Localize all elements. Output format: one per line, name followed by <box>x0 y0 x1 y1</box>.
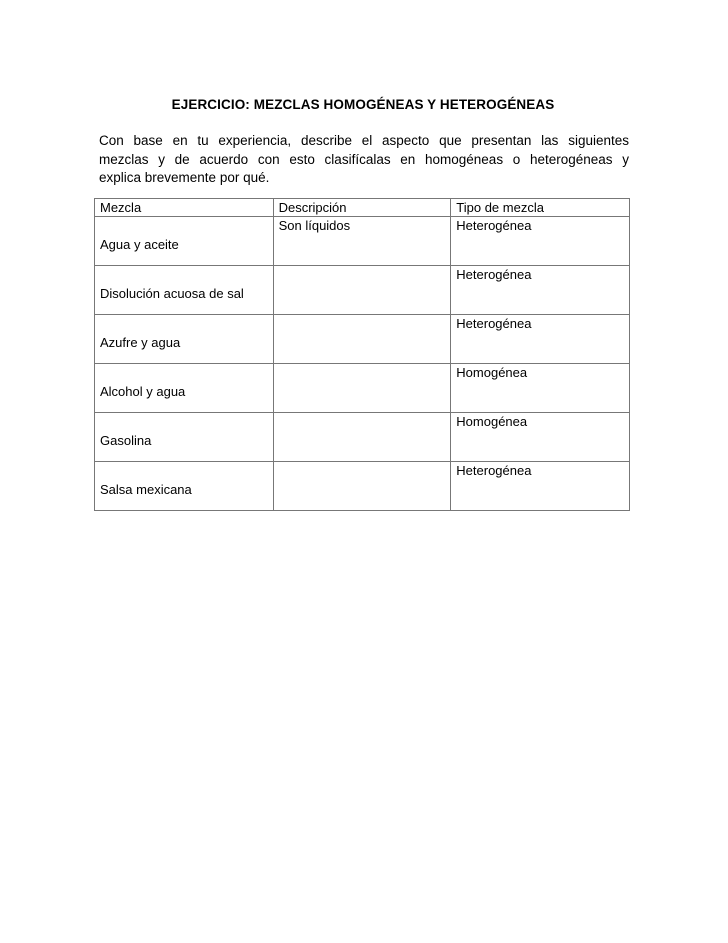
descripcion-text <box>279 266 446 267</box>
descripcion-text <box>279 413 446 414</box>
instructions-paragraph <box>99 132 629 188</box>
header-descripcion: Descripción <box>273 199 451 217</box>
mezcla-name: Disolución acuosa de sal <box>100 286 244 301</box>
table-row <box>95 266 630 315</box>
tipo-text: Heterogénea <box>456 316 532 331</box>
table-row <box>95 315 630 364</box>
descripcion-text <box>279 462 446 463</box>
header-mezcla: Mezcla <box>95 199 274 217</box>
tipo-text: Heterogénea <box>456 267 532 282</box>
tipo-text: Homogénea <box>456 365 528 380</box>
tipo-text: Heterogénea <box>456 463 532 478</box>
tipo-cell <box>451 364 630 413</box>
table-row <box>95 413 630 462</box>
descripcion-cell[interactable] <box>273 266 451 315</box>
table-row <box>95 217 630 266</box>
descripcion-cell[interactable] <box>273 364 451 413</box>
tipo-text: Heterogénea <box>456 218 532 233</box>
descripcion-text <box>279 364 446 365</box>
mezcla-name: Salsa mexicana <box>100 482 192 497</box>
descripcion-cell[interactable] <box>273 462 451 511</box>
instructions-line: Con base en tu experiencia, describe el aspecto que presentan las siguientes <box>99 133 629 148</box>
descripcion-text: Son líquidos <box>278 218 351 233</box>
header-tipo: Tipo de mezcla <box>451 199 630 217</box>
mezcla-name: Gasolina <box>100 433 152 448</box>
tipo-text: Homogénea <box>456 414 528 429</box>
tipo-cell <box>451 266 630 315</box>
tipo-cell <box>451 217 630 266</box>
mezcla-cell <box>95 266 274 315</box>
mezcla-cell <box>95 315 274 364</box>
instructions-line: mezclas y de acuerdo con esto clasifícalas en homogéneas o heterogéneas y <box>99 151 629 167</box>
mezcla-name: Alcohol y agua <box>100 384 186 399</box>
descripcion-text <box>279 315 446 316</box>
descripcion-cell[interactable] <box>273 315 451 364</box>
table-row <box>95 462 630 511</box>
mezcla-cell <box>95 217 274 266</box>
page-title: EJERCICIO: MEZCLAS HOMOGÉNEAS Y HETEROGÉNEAS <box>171 97 555 112</box>
mezcla-cell <box>95 462 274 511</box>
mezcla-name: Azufre y agua <box>100 335 181 350</box>
mezcla-cell <box>95 364 274 413</box>
descripcion-cell[interactable] <box>273 413 451 462</box>
mezcla-name: Agua y aceite <box>100 237 179 252</box>
mezcla-cell <box>95 413 274 462</box>
table-row <box>95 364 630 413</box>
instructions-line: explica brevemente por qué. <box>99 170 270 185</box>
table-header-row <box>95 199 630 217</box>
descripcion-cell[interactable] <box>273 217 451 266</box>
mixtures-table <box>94 198 630 511</box>
tipo-cell <box>451 315 630 364</box>
tipo-cell <box>451 413 630 462</box>
tipo-cell <box>451 462 630 511</box>
